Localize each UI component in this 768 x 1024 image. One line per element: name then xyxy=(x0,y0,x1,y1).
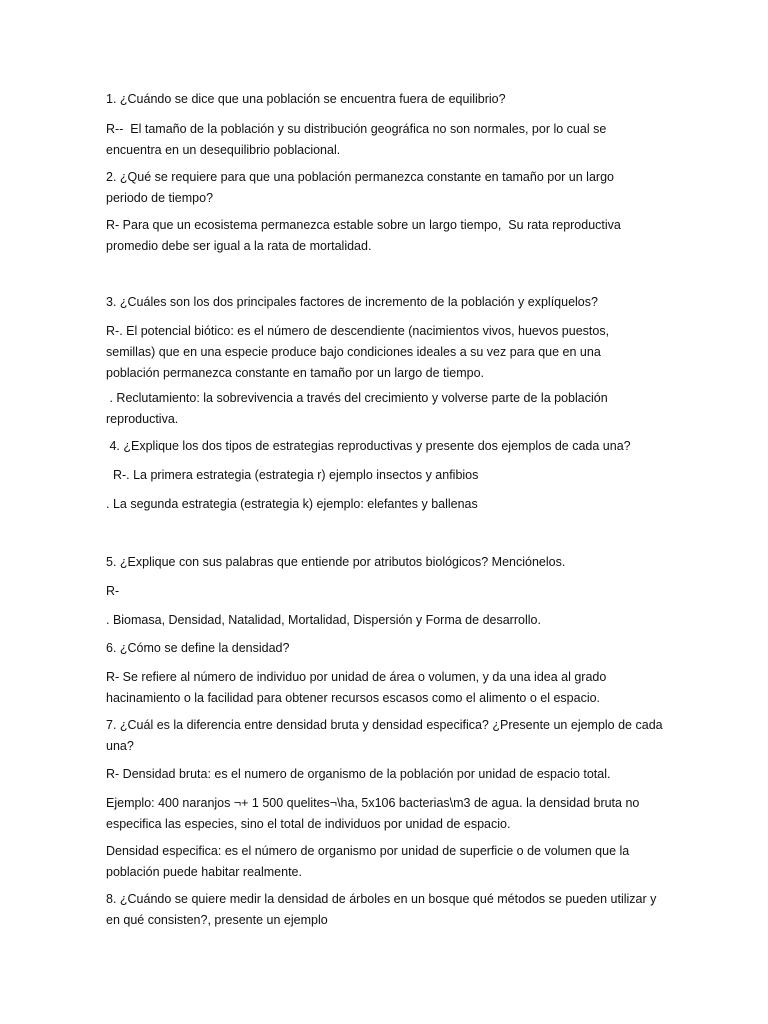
text-line: R- Densidad bruta: es el numero de organismo de la población por unidad de espacio total. xyxy=(106,767,611,781)
text-line: R-- El tamaño de la población y su distribución geográfica no son normales, por lo cual se xyxy=(106,122,607,136)
text-line: R- Se refiere al número de individuo por unidad de área o volumen, y da una idea al grado xyxy=(106,670,607,684)
text-line: semillas) que en una especie produce bajo condiciones ideales a su vez para que en una xyxy=(106,345,601,359)
text-line: promedio debe ser igual a la rata de mortalidad. xyxy=(106,239,372,253)
text-line: población puede habitar realmente. xyxy=(106,865,302,879)
answer-4-strategy-k xyxy=(106,494,666,515)
answer-1 xyxy=(106,119,666,161)
text-line: 2. ¿Qué se requiere para que una población permanezca constante en tamaño por un largo xyxy=(106,170,614,184)
answer-3-recruitment xyxy=(106,388,666,430)
text-line: hacinamiento o la facilidad para obtener recursos escasos como el alimento o el espacio. xyxy=(106,691,601,705)
answer-4-strategy-r xyxy=(106,465,666,486)
question-6 xyxy=(106,638,666,659)
text-line: R-. El potencial biótico: es el número de descendiente (nacimientos vivos, huevos puestos, xyxy=(106,324,610,338)
text-line: 7. ¿Cuál es la diferencia entre densidad bruta y densidad especifica? ¿Presente un ejemplo de cada xyxy=(106,718,663,732)
text-line: población permanezca constante en tamaño por un largo de tiempo. xyxy=(106,366,485,380)
text-line: R-. La primera estrategia (estrategia r) ejemplo insectos y anfibios xyxy=(106,468,479,482)
text-line: especifica las especies, sino el total de individuos por unidad de espacio. xyxy=(106,817,511,831)
text-line: 8. ¿Cuándo se quiere medir la densidad de árboles en un bosque qué métodos se pueden utilizar y xyxy=(106,892,657,906)
text-line: Ejemplo: 400 naranjos ¬+ 1 500 quelites¬\ha, 5x106 bacterias\m3 de agua. la densidad bruta no xyxy=(106,796,640,810)
text-line: R- xyxy=(106,584,120,598)
text-line: 1. ¿Cuándo se dice que una población se encuentra fuera de equilibrio? xyxy=(106,92,506,106)
text-line: Densidad especifica: es el número de organismo por unidad de superficie o de volumen que la xyxy=(106,844,630,858)
text-line: 4. ¿Explique los dos tipos de estrategias reproductivas y presente dos ejemplos de cada una? xyxy=(106,439,631,453)
answer-7-specific-density xyxy=(106,841,666,883)
question-7 xyxy=(106,715,666,757)
question-8 xyxy=(106,889,666,931)
question-2 xyxy=(106,167,666,209)
answer-7-example xyxy=(106,793,666,835)
text-line: en qué consisten?, presente un ejemplo xyxy=(106,913,328,927)
text-line: 5. ¿Explique con sus palabras que entiende por atributos biológicos? Menciónelos. xyxy=(106,555,566,569)
answer-2 xyxy=(106,215,666,257)
text-line: 6. ¿Cómo se define la densidad? xyxy=(106,641,290,655)
text-line: encuentra en un desequilibrio poblacional. xyxy=(106,143,341,157)
answer-3-biotic-potential xyxy=(106,321,666,384)
question-4 xyxy=(106,436,666,457)
text-line: una? xyxy=(106,739,134,753)
text-line: . La segunda estrategia (estrategia k) ejemplo: elefantes y ballenas xyxy=(106,497,478,511)
question-1 xyxy=(106,89,666,110)
answer-6 xyxy=(106,667,666,709)
text-line: . Biomasa, Densidad, Natalidad, Mortalidad, Dispersión y Forma de desarrollo. xyxy=(106,613,541,627)
text-line: periodo de tiempo? xyxy=(106,191,214,205)
question-3 xyxy=(106,292,666,313)
text-line: 3. ¿Cuáles son los dos principales factores de incremento de la población y explíquelos? xyxy=(106,295,598,309)
answer-5-list xyxy=(106,610,666,631)
answer-7-gross-density xyxy=(106,764,666,785)
answer-5-label xyxy=(106,581,666,602)
text-line: reproductiva. xyxy=(106,412,179,426)
text-line: . Reclutamiento: la sobrevivencia a través del crecimiento y volverse parte de la población xyxy=(106,391,608,405)
question-5 xyxy=(106,552,666,573)
text-line: R- Para que un ecosistema permanezca estable sobre un largo tiempo, Su rata reproductiva xyxy=(106,218,621,232)
